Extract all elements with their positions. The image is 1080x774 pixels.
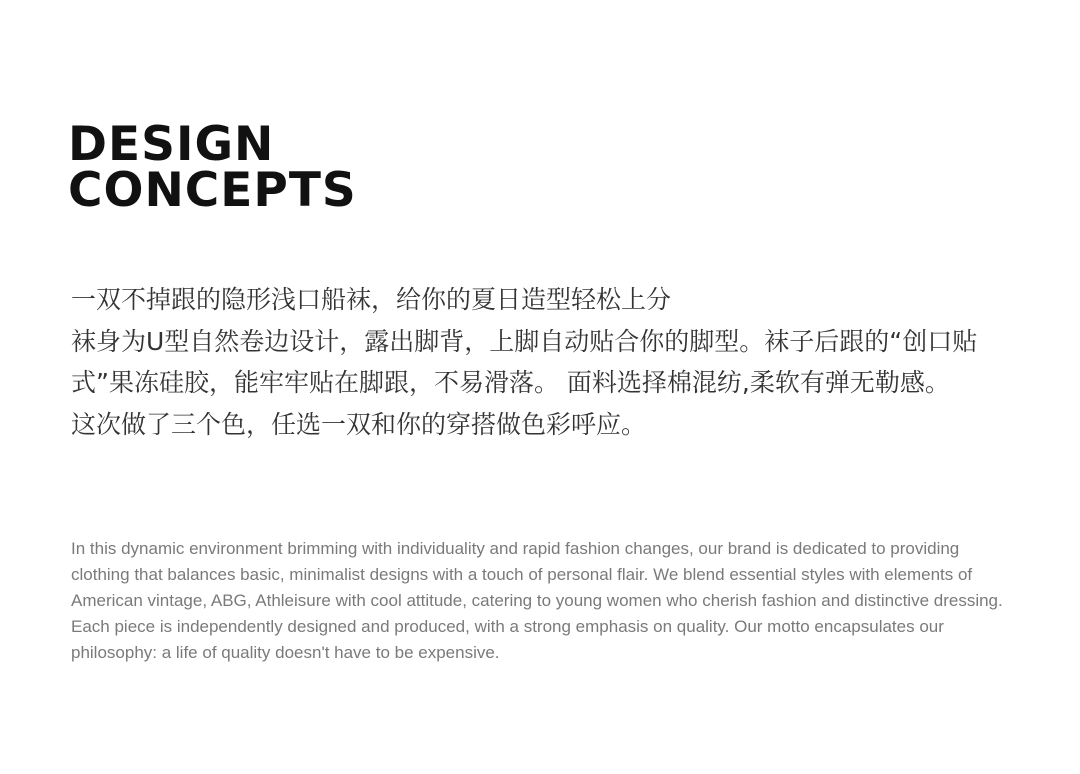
title-line-design: DESIGN [68, 117, 275, 172]
title-line-concepts: CONCEPTS [68, 163, 357, 218]
chinese-paragraph-details: 袜身为U型自然卷边设计，露出脚背，上脚自动贴合你的脚型。袜子后跟的“创口贴式”果冻硅胶，能牢牢贴在脚跟，不易滑落。 面料选择棉混纺,柔软有弹无勒感。 [71, 326, 978, 397]
english-brand-statement: In this dynamic environment brimming with individuality and rapid fashion changes, our brand is dedicated to providing clothing that balances basic, minimalist designs with a touch of personal flair. We blend essential styles with elements of American vintage, ABG, Athleisure with cool attitude, catering to young women who cherish fashion and distinctive dressing. Each piece is independently designed and produced, with a strong emphasis on quality. Our motto encapsulates our philosophy: a life of quality doesn't have to be expensive. [71, 539, 1003, 662]
chinese-paragraph-intro: 一双不掉跟的隐形浅口船袜，给你的夏日造型轻松上分 [71, 285, 672, 314]
chinese-description [71, 279, 1001, 445]
page-title [68, 117, 357, 218]
chinese-paragraph-colors: 这次做了三个色，任选一双和你的穿搭做色彩呼应。 [71, 409, 647, 439]
